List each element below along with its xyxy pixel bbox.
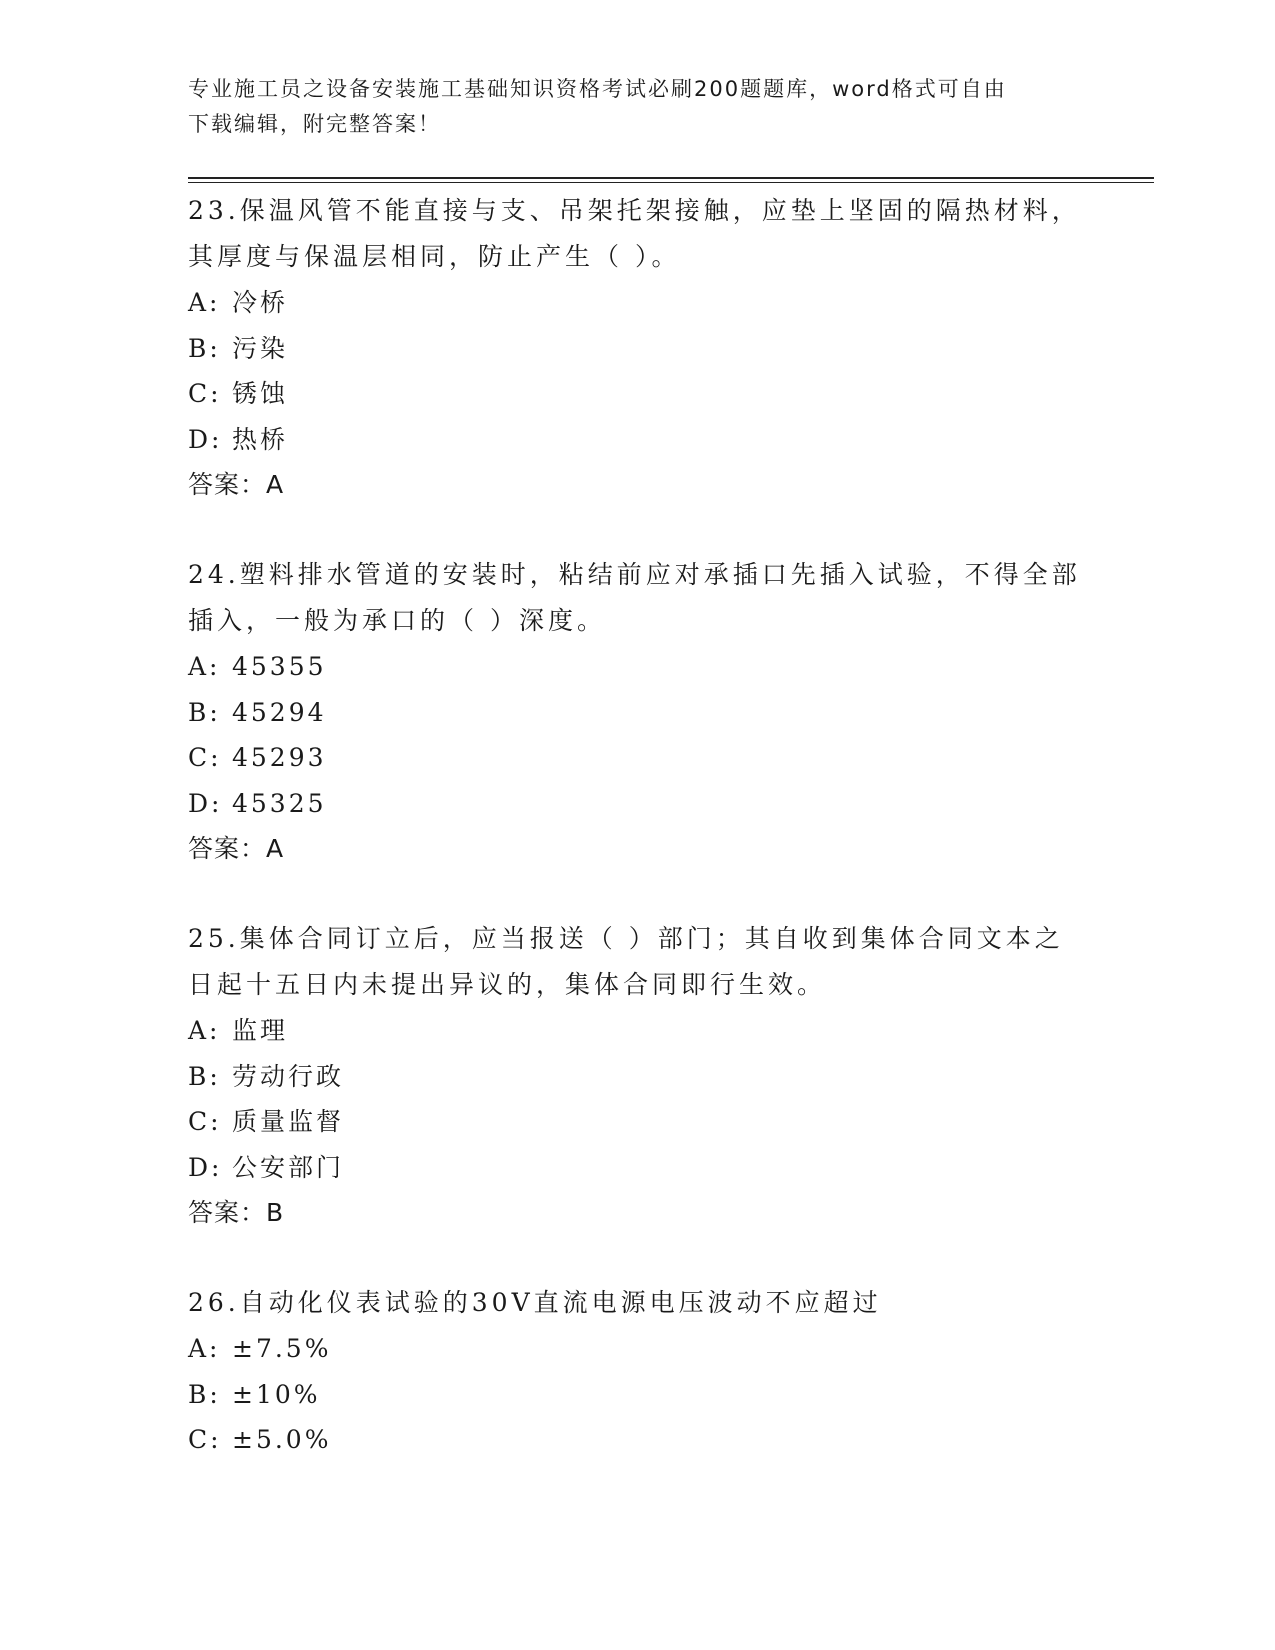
option-text: 热桥 xyxy=(232,424,289,454)
option-letter: A: xyxy=(188,1334,221,1363)
question-stem-line: 其厚度与保温层相同，防止产生（ ）。 xyxy=(188,242,681,271)
header-divider-thin xyxy=(188,182,1154,183)
option-letter: B: xyxy=(188,697,221,727)
option-a xyxy=(188,1008,1088,1054)
option-c xyxy=(188,371,1088,417)
question-stem-line: 26.自动化仪表试验的30V直流电源电压波动不应超过 xyxy=(188,1288,882,1317)
question-24 xyxy=(188,552,1088,872)
option-text: 质量监督 xyxy=(232,1107,345,1136)
answer: 答案：B xyxy=(188,1198,285,1227)
option-b xyxy=(188,326,1088,372)
question-stem-line: 24.塑料排水管道的安装时，粘结前应对承插口先插入试验，不得全部 xyxy=(188,560,1081,589)
option-text: 污染 xyxy=(232,333,289,363)
option-c xyxy=(188,1417,1088,1463)
option-d xyxy=(188,781,1088,827)
option-letter: C: xyxy=(188,743,222,772)
option-b xyxy=(188,1054,1088,1100)
option-text: ±7.5% xyxy=(232,1334,332,1363)
option-a xyxy=(188,1326,1088,1372)
question-23 xyxy=(188,188,1088,508)
question-26 xyxy=(188,1280,1088,1463)
question-stem-line: 插入，一般为承口的（ ）深度。 xyxy=(188,606,606,635)
option-c xyxy=(188,735,1088,781)
document-header xyxy=(188,72,1068,142)
option-text: 锈蚀 xyxy=(232,379,289,408)
option-letter: B: xyxy=(188,333,221,363)
question-list xyxy=(188,188,1088,1507)
question-25 xyxy=(188,916,1088,1236)
option-c xyxy=(188,1099,1088,1145)
option-letter: C: xyxy=(188,1107,222,1136)
option-b xyxy=(188,1372,1088,1418)
option-letter: B: xyxy=(188,1379,221,1409)
option-text: 45325 xyxy=(232,788,327,818)
header-divider-thick xyxy=(188,177,1154,179)
option-text: 45355 xyxy=(232,652,327,681)
answer: 答案：A xyxy=(188,834,285,863)
option-b xyxy=(188,690,1088,736)
option-text: 监理 xyxy=(232,1016,289,1045)
option-letter: B: xyxy=(188,1061,221,1091)
question-stem-line: 23.保温风管不能直接与支、吊架托架接触，应垫上坚固的隔热材料， xyxy=(188,196,1081,225)
option-letter: D: xyxy=(188,788,223,818)
option-d xyxy=(188,1145,1088,1191)
option-text: ±5.0% xyxy=(232,1425,332,1454)
option-a xyxy=(188,644,1088,690)
question-stem-line: 25.集体合同订立后，应当报送（ ）部门；其自收到集体合同文本之 xyxy=(188,924,1064,953)
option-a xyxy=(188,280,1088,326)
option-letter: A: xyxy=(188,1016,221,1045)
option-text: 冷桥 xyxy=(232,288,289,317)
question-stem-line: 日起十五日内未提出异议的，集体合同即行生效。 xyxy=(188,970,827,999)
option-letter: D: xyxy=(188,424,223,454)
answer: 答案：A xyxy=(188,470,285,499)
option-text: 公安部门 xyxy=(232,1152,345,1182)
header-title-line-1: 专业施工员之设备安装施工基础知识资格考试必刷200题题库，word格式可自由 xyxy=(188,77,1007,101)
option-letter: C: xyxy=(188,1425,222,1454)
option-text: ±10% xyxy=(232,1379,321,1409)
option-letter: A: xyxy=(188,652,221,681)
option-letter: C: xyxy=(188,379,222,408)
option-d xyxy=(188,417,1088,463)
option-text: 劳动行政 xyxy=(232,1061,345,1091)
header-title-line-2: 下载编辑，附完整答案！ xyxy=(188,112,441,136)
option-letter: A: xyxy=(188,288,221,317)
option-text: 45293 xyxy=(232,743,327,772)
option-text: 45294 xyxy=(232,697,327,727)
option-letter: D: xyxy=(188,1152,223,1182)
